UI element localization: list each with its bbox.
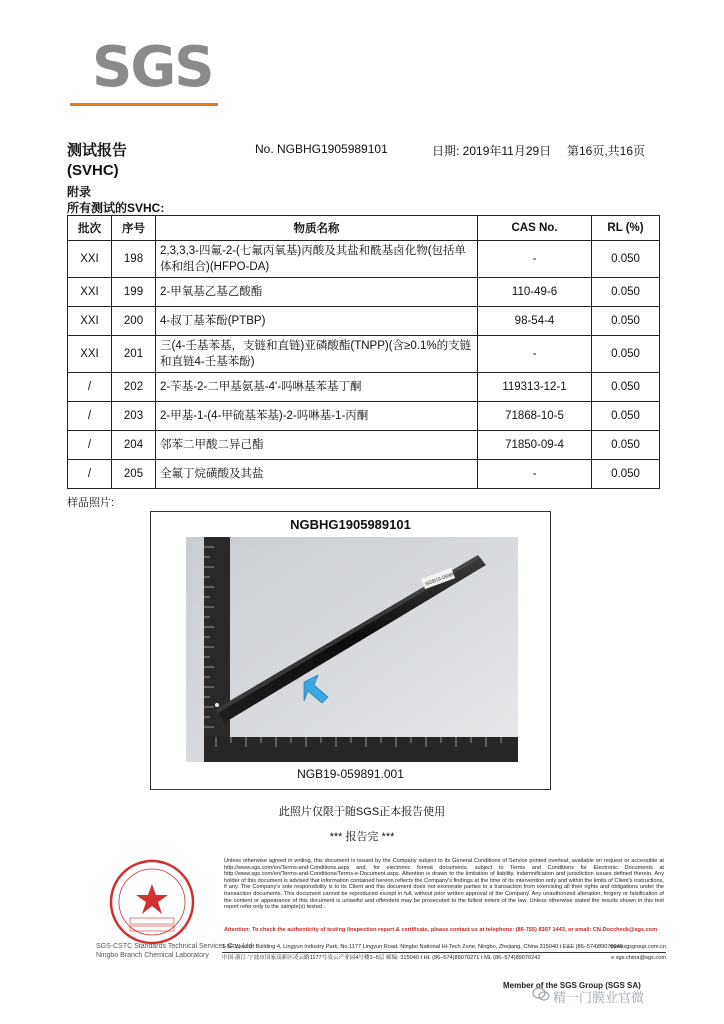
cell-rl: 0.050 [592,431,660,460]
cell-cas: 119313-12-1 [478,373,592,402]
table-row [68,336,660,373]
report-number: No. NGBHG1905989101 [255,142,388,156]
official-seal-icon [108,858,196,946]
cell-rl: 0.050 [592,460,660,489]
cell-cas: 110-49-6 [478,278,592,307]
cell-cas: 71850-09-4 [478,431,592,460]
report-title: 测试报告 [67,142,128,159]
photo-report-number: NGBHG1905989101 [290,517,411,532]
cell-rl: 0.050 [592,278,660,307]
report-end-mark: *** 报告完 *** [329,831,395,843]
address-english-text: 1-5F West of Building 4, Lingyun Industry Park, No.1177 Lingyun Road, Ningbo National Hi-Tech Zone, Ningbo, Zhejiang, China 315040 t E&E (86–574)89070249 [222,944,623,950]
sample-tag-label: NGB19-059891 [424,569,460,588]
cell-batch: / [68,431,112,460]
report-subtitle: (SVHC) [67,162,119,179]
cell-substance: 2-甲基-1-(4-甲硫基苯基)-2-吗啉基-1-丙酮 [156,402,478,431]
cell-batch: / [68,460,112,489]
sgs-logo: SGS [92,35,213,100]
cell-substance: 邻苯二甲酸二异己酯 [156,431,478,460]
sample-photo [186,537,518,762]
table-row [68,402,660,431]
page-number: 第16页,共16页 [567,144,646,158]
table-row [68,278,660,307]
cell-no: 201 [112,336,156,373]
cell-substance: 2,3,3,3-四氟-2-(七氟丙氧基)丙酸及其盐和酰基卤化物(包括单体和组合)(HFPO-DA) [156,241,478,278]
sample-photo-label: 样品照片: [67,497,115,509]
cell-cas: - [478,336,592,373]
address-chinese [222,954,666,962]
table-row [68,307,660,336]
table-row [68,460,660,489]
horizontal-ruler [204,737,518,762]
col-header-substance: 物质名称 [156,216,478,241]
cell-rl: 0.050 [592,402,660,431]
cell-rl: 0.050 [592,241,660,278]
cell-rl: 0.050 [592,336,660,373]
cell-cas: - [478,460,592,489]
seal-caption-line: SGS-CSTC Standards Technical Services Co., Ltd. [96,943,255,950]
address-english [222,943,666,951]
address-chinese-text: 中国·浙江·宁波市国家高新区凌云路1177号凌云产业园4号楼1–5层 邮编: 315040 t HL (86–574)89070271 t ML (86–574)89070242 [222,955,541,961]
report-date: 日期: 2019年11月29日 [432,144,552,158]
cell-no: 205 [112,460,156,489]
cell-rl: 0.050 [592,373,660,402]
email-link[interactable]: e sgs.china@sgs.com [611,955,666,961]
footer-divider [222,952,666,953]
website-link[interactable]: www.sgsgroup.com.cn [610,944,666,950]
table-row [68,373,660,402]
cell-batch: XXI [68,278,112,307]
cell-cas: 71868-10-5 [478,402,592,431]
table-row [68,241,660,278]
col-header-cas: CAS No. [478,216,592,241]
cell-no: 202 [112,373,156,402]
photo-sample-number: NGB19-059891.001 [297,767,404,781]
cell-batch: / [68,373,112,402]
cell-substance: 全氟丁烷磺酸及其盐 [156,460,478,489]
cell-rl: 0.050 [592,307,660,336]
sample-photo-frame [150,511,551,790]
appendix-label: 附录 [67,185,92,199]
watermark-text: 精一门膜业官微 [553,990,645,1005]
cell-no: 200 [112,307,156,336]
seal-caption-line: Ningbo Branch Chemical Laboratory [96,952,209,959]
col-header-batch: 批次 [68,216,112,241]
cell-no: 199 [112,278,156,307]
col-header-rl: RL (%) [592,216,660,241]
cell-no: 203 [112,402,156,431]
cell-batch: XXI [68,336,112,373]
cell-substance: 三(4-壬基苯基，支链和直链)亚磷酸酯(TNPP)(含≥0.1%的支链和直链4-壬基苯酚) [156,336,478,373]
cell-substance: 2-苄基-2-二甲基氨基-4'-吗啉基苯基丁酮 [156,373,478,402]
logo-underline [70,103,218,106]
legal-disclaimer: Unless otherwise agreed in writing, this document is issued by the Company subject to its General Conditions of Service printed overleaf, available on request or accessible at http://www.sgs.com/en/Terms-and-Conditions.aspx and, for electronic format documents, subject to Terms and Conditions for Electronic Documents at http://www.sgs.com/en/Terms-and-Conditions/Terms-e-Document.aspx. Attention is drawn to the limitation of liability, indemnification and jurisdiction issues defined therein. Any holder of this document is advised that information contained hereon reflects the Company's findings at the time of its intervention only and within the limits of Client's instructions, if any. The Company's sole responsibility is to its Client and this document does not exonerate parties to a transaction from exercising all their rights and obligations under the transaction documents. This document cannot be reproduced except in full, without prior written approval of the Company. Any unauthorized alteration, forgery or falsification of the content or appearance of this document is unlawful and offenders may be prosecuted to the fullest extent of the law. Unless otherwise stated the results shown in this test report refer only to the sample(s) tested . [224,858,664,911]
authenticity-notice: Attention: To check the authenticity of testing /inspection report & certificate, please contact us at telephone: (86-755) 8307 1443, or email: CN.Doccheck@sgs.com [224,927,658,933]
cell-cas: 98-54-4 [478,307,592,336]
all-tested-label: 所有测试的SVHC: [67,201,165,215]
cell-no: 204 [112,431,156,460]
cell-substance: 2-甲氧基乙基乙酸酯 [156,278,478,307]
cell-batch: / [68,402,112,431]
cell-batch: XXI [68,241,112,278]
svhc-table [67,215,660,489]
cell-no: 198 [112,241,156,278]
cell-cas: - [478,241,592,278]
table-row [68,431,660,460]
cell-substance: 4-叔丁基苯酚(PTBP) [156,307,478,336]
member-statement: Member of the SGS Group (SGS SA) [503,981,641,990]
photo-note: 此照片仅限于随SGS正本报告使用 [278,806,446,818]
col-header-no: 序号 [112,216,156,241]
cell-batch: XXI [68,307,112,336]
wechat-icon [532,985,550,1003]
